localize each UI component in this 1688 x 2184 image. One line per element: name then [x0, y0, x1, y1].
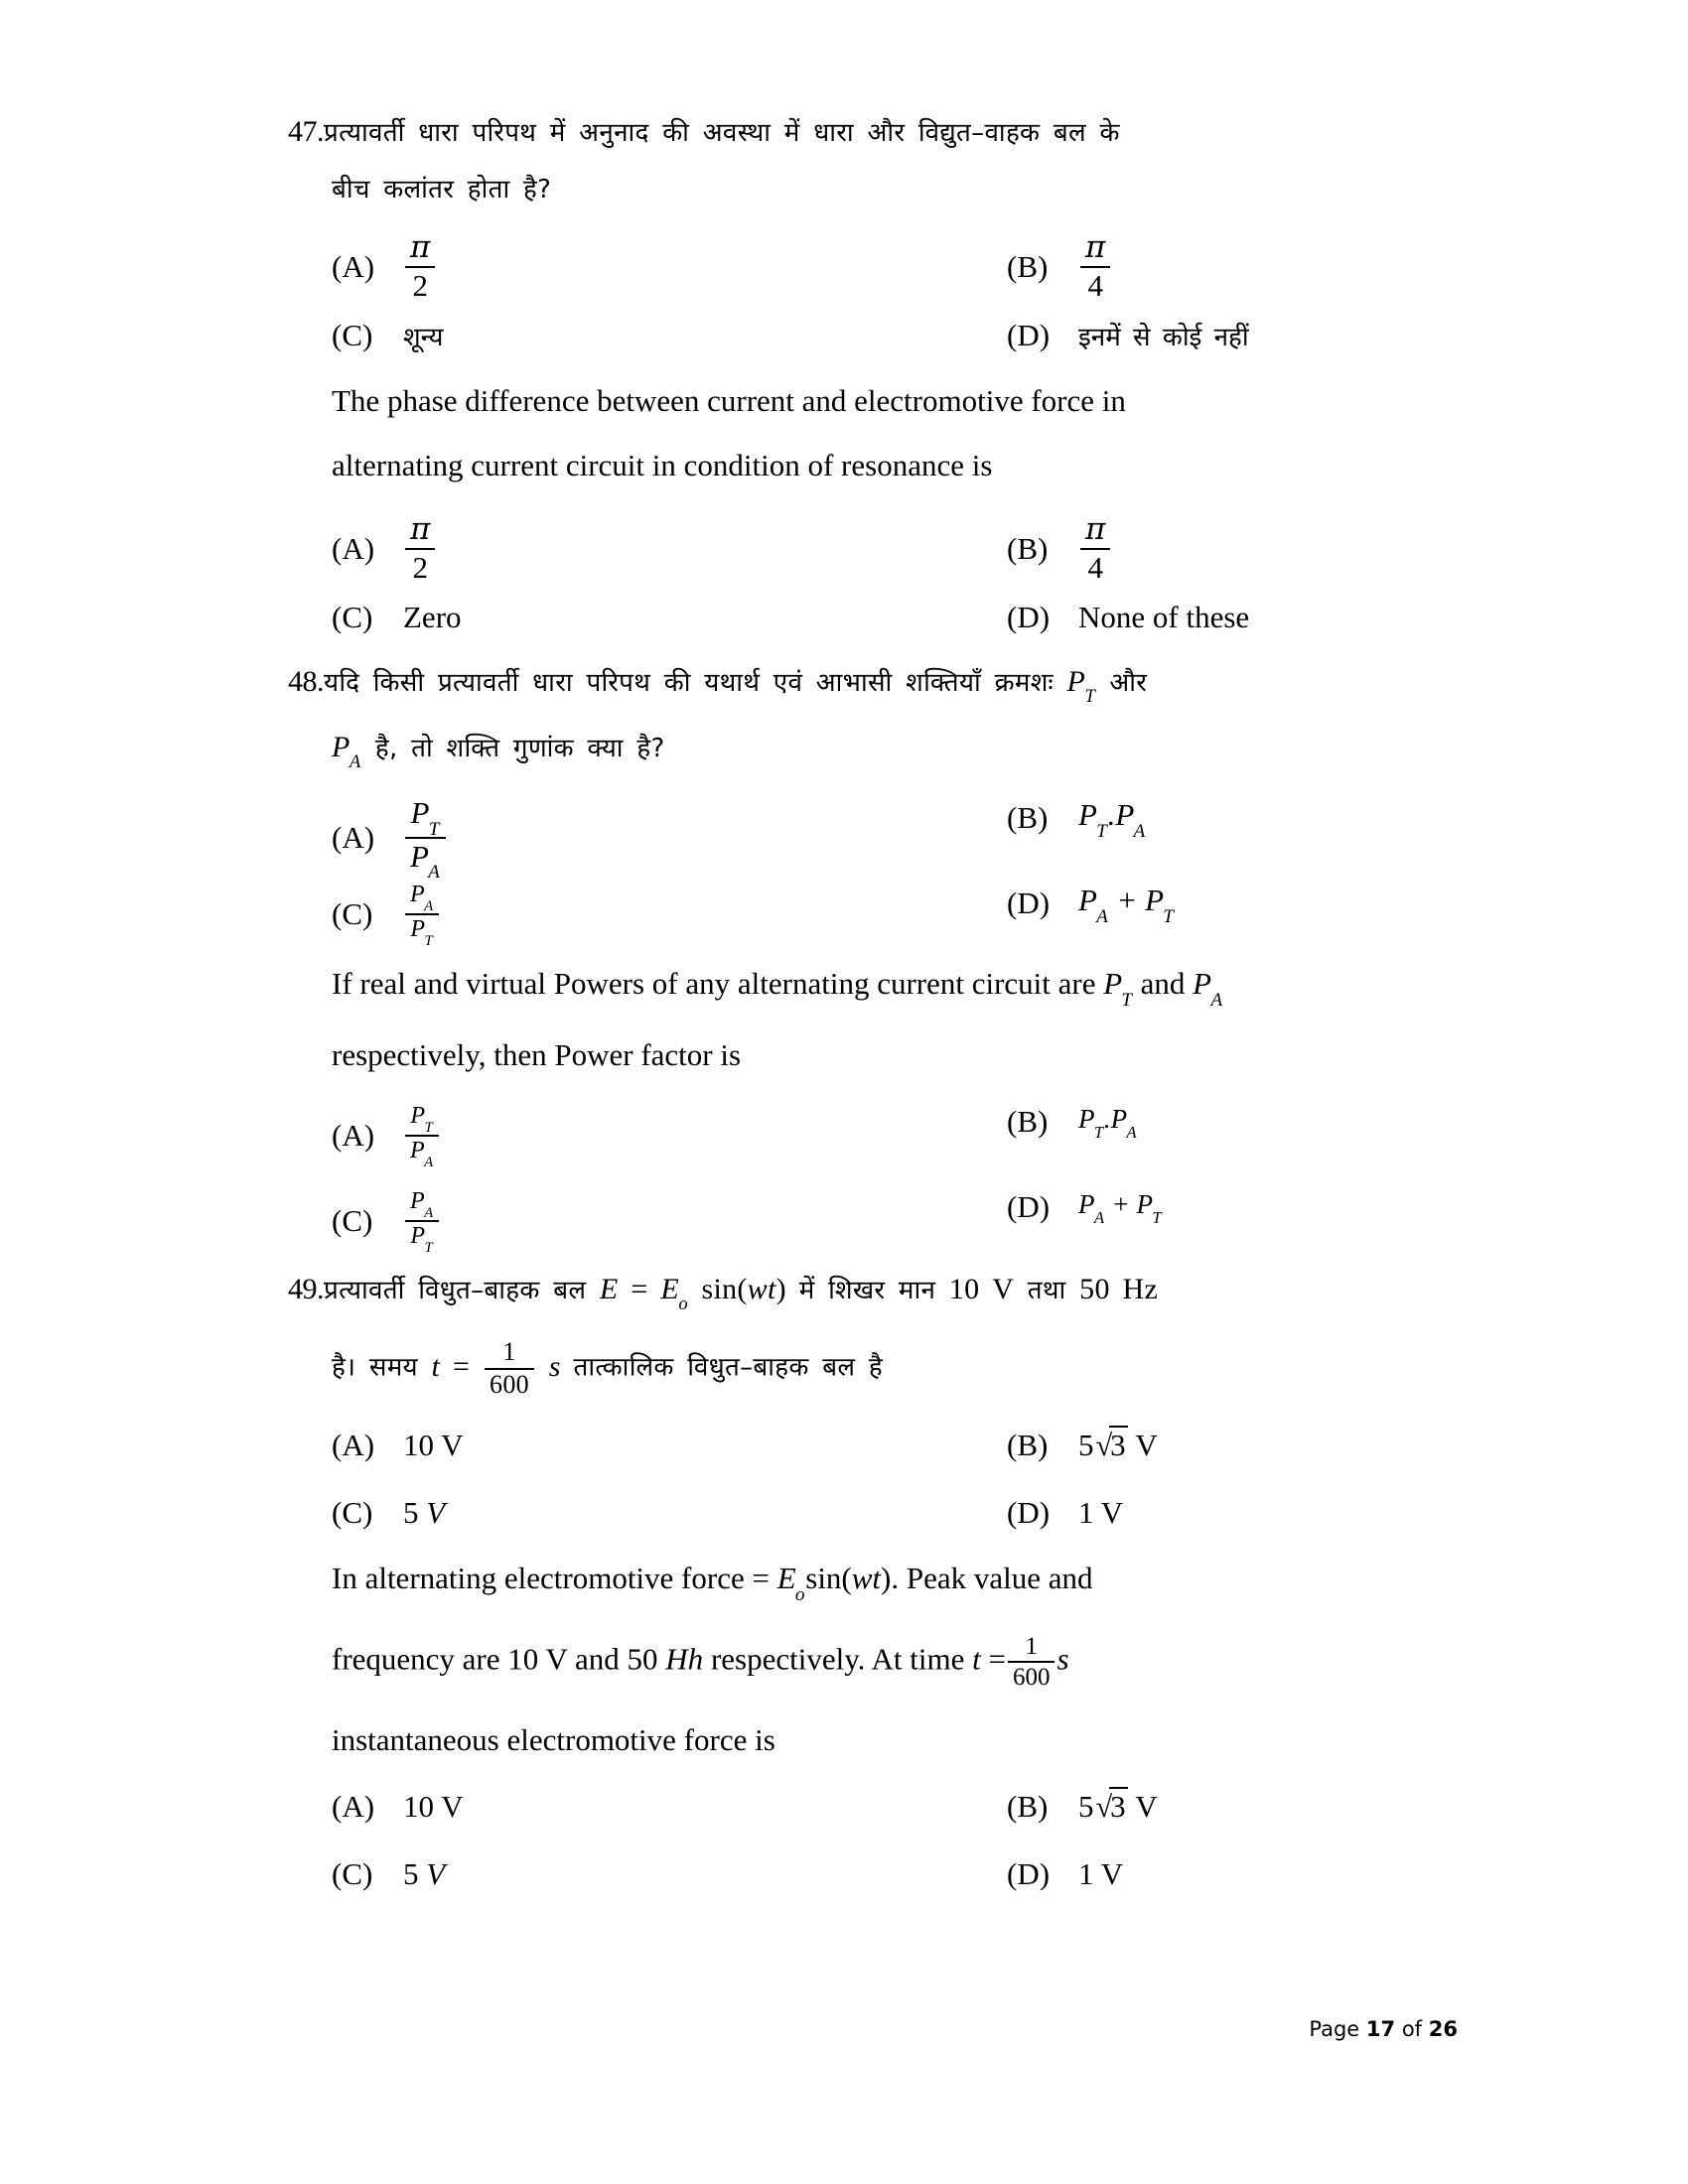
option-d-value: इनमें से कोई नहीं: [1078, 323, 1249, 352]
option-a-en-value: [403, 511, 437, 585]
square-root-icon: √3: [1095, 1788, 1126, 1824]
option-b-q49-tag: (B): [1007, 1428, 1049, 1463]
option-d-q49-en[interactable]: [1007, 1856, 1123, 1892]
option-c-q48-value: [403, 882, 441, 950]
equals-sign: =: [988, 1641, 1006, 1677]
option-d-q49-en-value: 1 V: [1078, 1855, 1124, 1891]
question-49-hindi-phrase-1: प्रत्यावर्ती विधुत–बाहक बल: [324, 1275, 587, 1305]
question-49-english-phrase-3: frequency are 10 V and 50: [332, 1641, 658, 1677]
denominator: $P_T$: [410, 916, 433, 950]
option-a-denominator: 2: [412, 267, 428, 303]
unit-hh: Hh: [665, 1641, 704, 1677]
question-47-hindi-options-row-2: [332, 318, 1410, 371]
option-a-en[interactable]: [332, 511, 437, 585]
question-47-hindi-text-1: प्रत्यावर्ती धारा परिपथ में अनुनाद की अवस्था में धारा और विद्युत–वाहक बल के: [324, 118, 1120, 148]
numerator: $P_T$: [410, 795, 440, 840]
time-expression: t = $\frac{1}{600}$ s: [431, 1337, 561, 1399]
option-b-q49-en-value: 5√3 V: [1078, 1788, 1158, 1824]
option-d-q49-value: 1 V: [1078, 1495, 1124, 1531]
option-b-en[interactable]: [1007, 511, 1112, 585]
question-48: [288, 667, 1410, 1265]
denominator: $P_A$: [410, 838, 440, 884]
option-b-denominator: 4: [1087, 267, 1103, 303]
option-c-q49-en-tag: (C): [332, 1855, 373, 1891]
option-c[interactable]: [332, 318, 443, 353]
question-48-english-and: and: [1140, 966, 1186, 1002]
question-48-options-row-2: [332, 883, 1410, 958]
question-47-english-line-1: The phase difference between current and electromotive force in: [332, 383, 1126, 418]
option-a-q49[interactable]: [332, 1428, 464, 1463]
option-c-value: शून्य: [403, 323, 444, 352]
question-47-hindi-text-2: बीच कलांतर होता है?: [332, 175, 552, 205]
option-a-en-tag: (A): [332, 530, 375, 566]
option-b-q48-value: $P_T.P_A$: [1078, 797, 1146, 842]
option-c-q48-en[interactable]: [332, 1187, 441, 1256]
question-49-english-line-2: [332, 1634, 1410, 1691]
option-b-q49-en[interactable]: [1007, 1789, 1158, 1825]
option-c-q48[interactable]: [332, 882, 441, 950]
symbol-pa: $P_A$: [332, 730, 361, 772]
option-a-q48-tag: (A): [332, 819, 375, 855]
option-b-en-tag: (B): [1007, 530, 1049, 566]
option-b-value: [1078, 229, 1112, 303]
question-48-english-options-row-1: [332, 1104, 1410, 1179]
option-d-en-value: None of these: [1078, 600, 1250, 634]
fraction-bar: [405, 1220, 439, 1222]
question-49-english-options-row-2: [332, 1856, 1410, 1910]
question-47-hindi-line-2: [332, 177, 1410, 203]
frequency-value: 50 Hz: [1079, 1272, 1159, 1305]
option-c-q48-tag: (C): [332, 896, 373, 932]
numerator: 1: [502, 1337, 516, 1367]
question-49-hindi-line-2: [332, 1339, 1410, 1398]
option-b-q48-en[interactable]: [1007, 1104, 1137, 1140]
option-c-tag: (C): [332, 318, 373, 352]
footer-current-page: 17: [1365, 2017, 1396, 2041]
peak-value: 10 V: [948, 1272, 1015, 1305]
question-49-hindi-options-row-1: [332, 1428, 1410, 1481]
question-49-hindi-options-row-2: [332, 1495, 1410, 1549]
option-a-en-numerator: π: [410, 511, 431, 547]
footer-middle: of: [1401, 2017, 1423, 2041]
option-a-q49-value: 10 V: [403, 1428, 464, 1463]
denominator: 600: [1012, 1664, 1051, 1692]
question-49-hindi-phrase-3: तथा: [1027, 1275, 1066, 1305]
option-c-en-tag: (C): [332, 600, 373, 634]
option-d[interactable]: [1007, 318, 1249, 353]
option-a-q49-en-tag: (A): [332, 1788, 375, 1824]
option-b-q49-en-tag: (B): [1007, 1788, 1049, 1824]
question-49-english-line-1: [332, 1561, 1410, 1605]
option-d-q48-en[interactable]: [1007, 1189, 1162, 1225]
question-47-english-options-row-2: [332, 600, 1410, 653]
page-content: [288, 117, 1410, 1924]
option-b-q48-en-tag: (B): [1007, 1103, 1049, 1139]
question-49-english-line-3: instantaneous electromotive force is: [332, 1721, 775, 1757]
question-47-number: 47.: [288, 115, 324, 148]
denominator: 600: [490, 1369, 529, 1399]
option-d-q48-en-tag: (D): [1007, 1188, 1051, 1224]
fraction-bar: [405, 1135, 439, 1137]
question-48-hindi-phrase-3: है, तो शक्ति गुणांक क्या है?: [374, 733, 665, 763]
option-d-tag: (D): [1007, 318, 1051, 352]
fraction-bar: [405, 913, 439, 915]
paren-close: ): [881, 1561, 892, 1596]
numerator: 1: [1025, 1632, 1038, 1660]
question-48-hindi-line-1: [288, 665, 1410, 708]
question-48-number: 48.: [288, 665, 324, 698]
option-b[interactable]: [1007, 229, 1112, 303]
numerator: $P_T$: [410, 1102, 433, 1136]
page-footer: [1309, 2017, 1458, 2041]
question-49-hindi-text-2: [332, 1339, 883, 1398]
option-b-q49[interactable]: [1007, 1428, 1158, 1463]
option-a-value: [403, 229, 437, 303]
option-d-q48-value: $P_A + P_T$: [1078, 883, 1174, 927]
option-b-en-denominator: 4: [1087, 549, 1103, 585]
symbol-pa-en: $P_A$: [1193, 966, 1223, 1011]
question-48-hindi-phrase-2: और: [1109, 668, 1148, 698]
option-d-q48-tag: (D): [1007, 885, 1051, 920]
question-49-english-phrase-2: . Peak value and: [891, 1561, 1093, 1596]
symbol-s: s: [1056, 1641, 1069, 1677]
option-b-q49-value: 5√3 V: [1078, 1428, 1158, 1463]
option-d-q49-tag: (D): [1007, 1495, 1051, 1531]
question-47-hindi-options-row-1: [332, 229, 1410, 308]
option-c-q49-en-value: 5 V: [403, 1855, 446, 1891]
option-a-en-denominator: 2: [412, 549, 428, 585]
question-48-options-row-1: [332, 795, 1410, 884]
question-49-hindi-text-1: [324, 1272, 1159, 1314]
question-48-hindi-text-2: [332, 730, 665, 772]
question-49: [288, 1272, 1410, 1910]
symbol-t: t: [972, 1641, 981, 1677]
option-c-q49-value: 5 V: [403, 1495, 446, 1531]
question-47-english-options-row-1: [332, 511, 1410, 590]
numerator: $P_A$: [410, 882, 434, 915]
denominator: $P_A$: [410, 1137, 434, 1170]
sin-function: sin(: [805, 1561, 852, 1596]
option-c-q49-en[interactable]: [332, 1856, 445, 1892]
question-49-english-phrase-4: respectively. At time: [710, 1641, 965, 1677]
option-a[interactable]: [332, 229, 437, 303]
question-48-hindi-text-1: [324, 665, 1148, 708]
question-48-hindi-line-2: [332, 730, 1410, 772]
option-a-q48-en-value: [403, 1102, 441, 1170]
question-47: [288, 117, 1410, 653]
option-c-q49-tag: (C): [332, 1495, 373, 1531]
option-b-numerator: π: [1085, 229, 1106, 265]
fraction-bar: [1008, 1661, 1055, 1663]
option-d-q49[interactable]: [1007, 1495, 1123, 1531]
symbol-e0: $E_o$: [776, 1561, 805, 1605]
option-a-q48[interactable]: [332, 795, 448, 884]
question-47-hindi-line-1: [288, 117, 1410, 147]
option-a-q49-tag: (A): [332, 1428, 375, 1463]
numerator: $P_A$: [410, 1187, 434, 1221]
question-48-english-phrase-1: If real and virtual Powers of any alternating current circuit are: [332, 966, 1096, 1002]
question-48-english-line-1: [332, 966, 1410, 1011]
option-c-en-value: Zero: [403, 600, 462, 634]
question-49-english-phrase-1: In alternating electromotive force =: [332, 1561, 770, 1596]
formula-emf: $E = E_o$ sin(wt): [599, 1272, 786, 1314]
question-49-english-options-row-1: [332, 1789, 1410, 1843]
option-a-q48-value: [403, 795, 448, 884]
question-49-hindi-phrase-4: है। समय: [332, 1352, 418, 1383]
option-d-en-tag: (D): [1007, 600, 1051, 634]
symbol-wt: wt: [851, 1561, 882, 1596]
symbol-pt: $P_T$: [1066, 665, 1096, 708]
question-48-hindi-phrase-1: यदि किसी प्रत्यावर्ती धारा परिपथ की यथार्थ एवं आभासी शक्तियाँ क्रमशः: [324, 668, 1054, 698]
option-b-tag: (B): [1007, 248, 1049, 284]
question-49-hindi-line-1: [288, 1272, 1410, 1314]
question-47-english-line-2: alternating current circuit in condition of resonance is: [332, 448, 993, 482]
option-b-q48-tag: (B): [1007, 799, 1049, 835]
square-root-icon: √3: [1095, 1428, 1126, 1463]
option-a-q48-en[interactable]: [332, 1102, 441, 1170]
question-48-english-line-2: respectively, then Power factor is: [332, 1036, 742, 1072]
option-a-numerator: π: [410, 229, 431, 265]
option-c-q48-en-tag: (C): [332, 1202, 373, 1238]
option-c-en[interactable]: [332, 600, 462, 635]
option-c-q48-en-value: [403, 1187, 441, 1256]
option-b-en-value: [1078, 511, 1112, 585]
symbol-pt-en: $P_T$: [1103, 966, 1133, 1011]
option-a-q49-en[interactable]: [332, 1789, 464, 1825]
option-a-q49-en-value: 10 V: [403, 1788, 464, 1824]
option-d-q48[interactable]: [1007, 883, 1175, 927]
option-a-q48-en-tag: (A): [332, 1117, 375, 1153]
question-49-hindi-phrase-5: तात्कालिक विधुत–बाहक बल है: [573, 1352, 883, 1383]
denominator: $P_T$: [410, 1222, 433, 1256]
option-c-q49[interactable]: [332, 1495, 445, 1531]
option-d-q49-en-tag: (D): [1007, 1855, 1051, 1891]
question-49-number: 49.: [288, 1272, 324, 1305]
option-b-q48[interactable]: [1007, 797, 1146, 842]
option-b-en-numerator: π: [1085, 511, 1106, 547]
option-b-q48-en-value: $P_T.P_A$: [1078, 1103, 1137, 1142]
question-48-english-options-row-2: [332, 1189, 1410, 1265]
footer-total-pages: 26: [1428, 2017, 1458, 2041]
option-d-q48-en-value: $P_A + P_T$: [1078, 1188, 1162, 1227]
footer-prefix: Page: [1309, 2017, 1360, 2041]
option-d-en[interactable]: [1007, 600, 1249, 635]
option-a-tag: (A): [332, 248, 375, 284]
question-49-hindi-phrase-2: में शिखर मान: [798, 1275, 936, 1305]
